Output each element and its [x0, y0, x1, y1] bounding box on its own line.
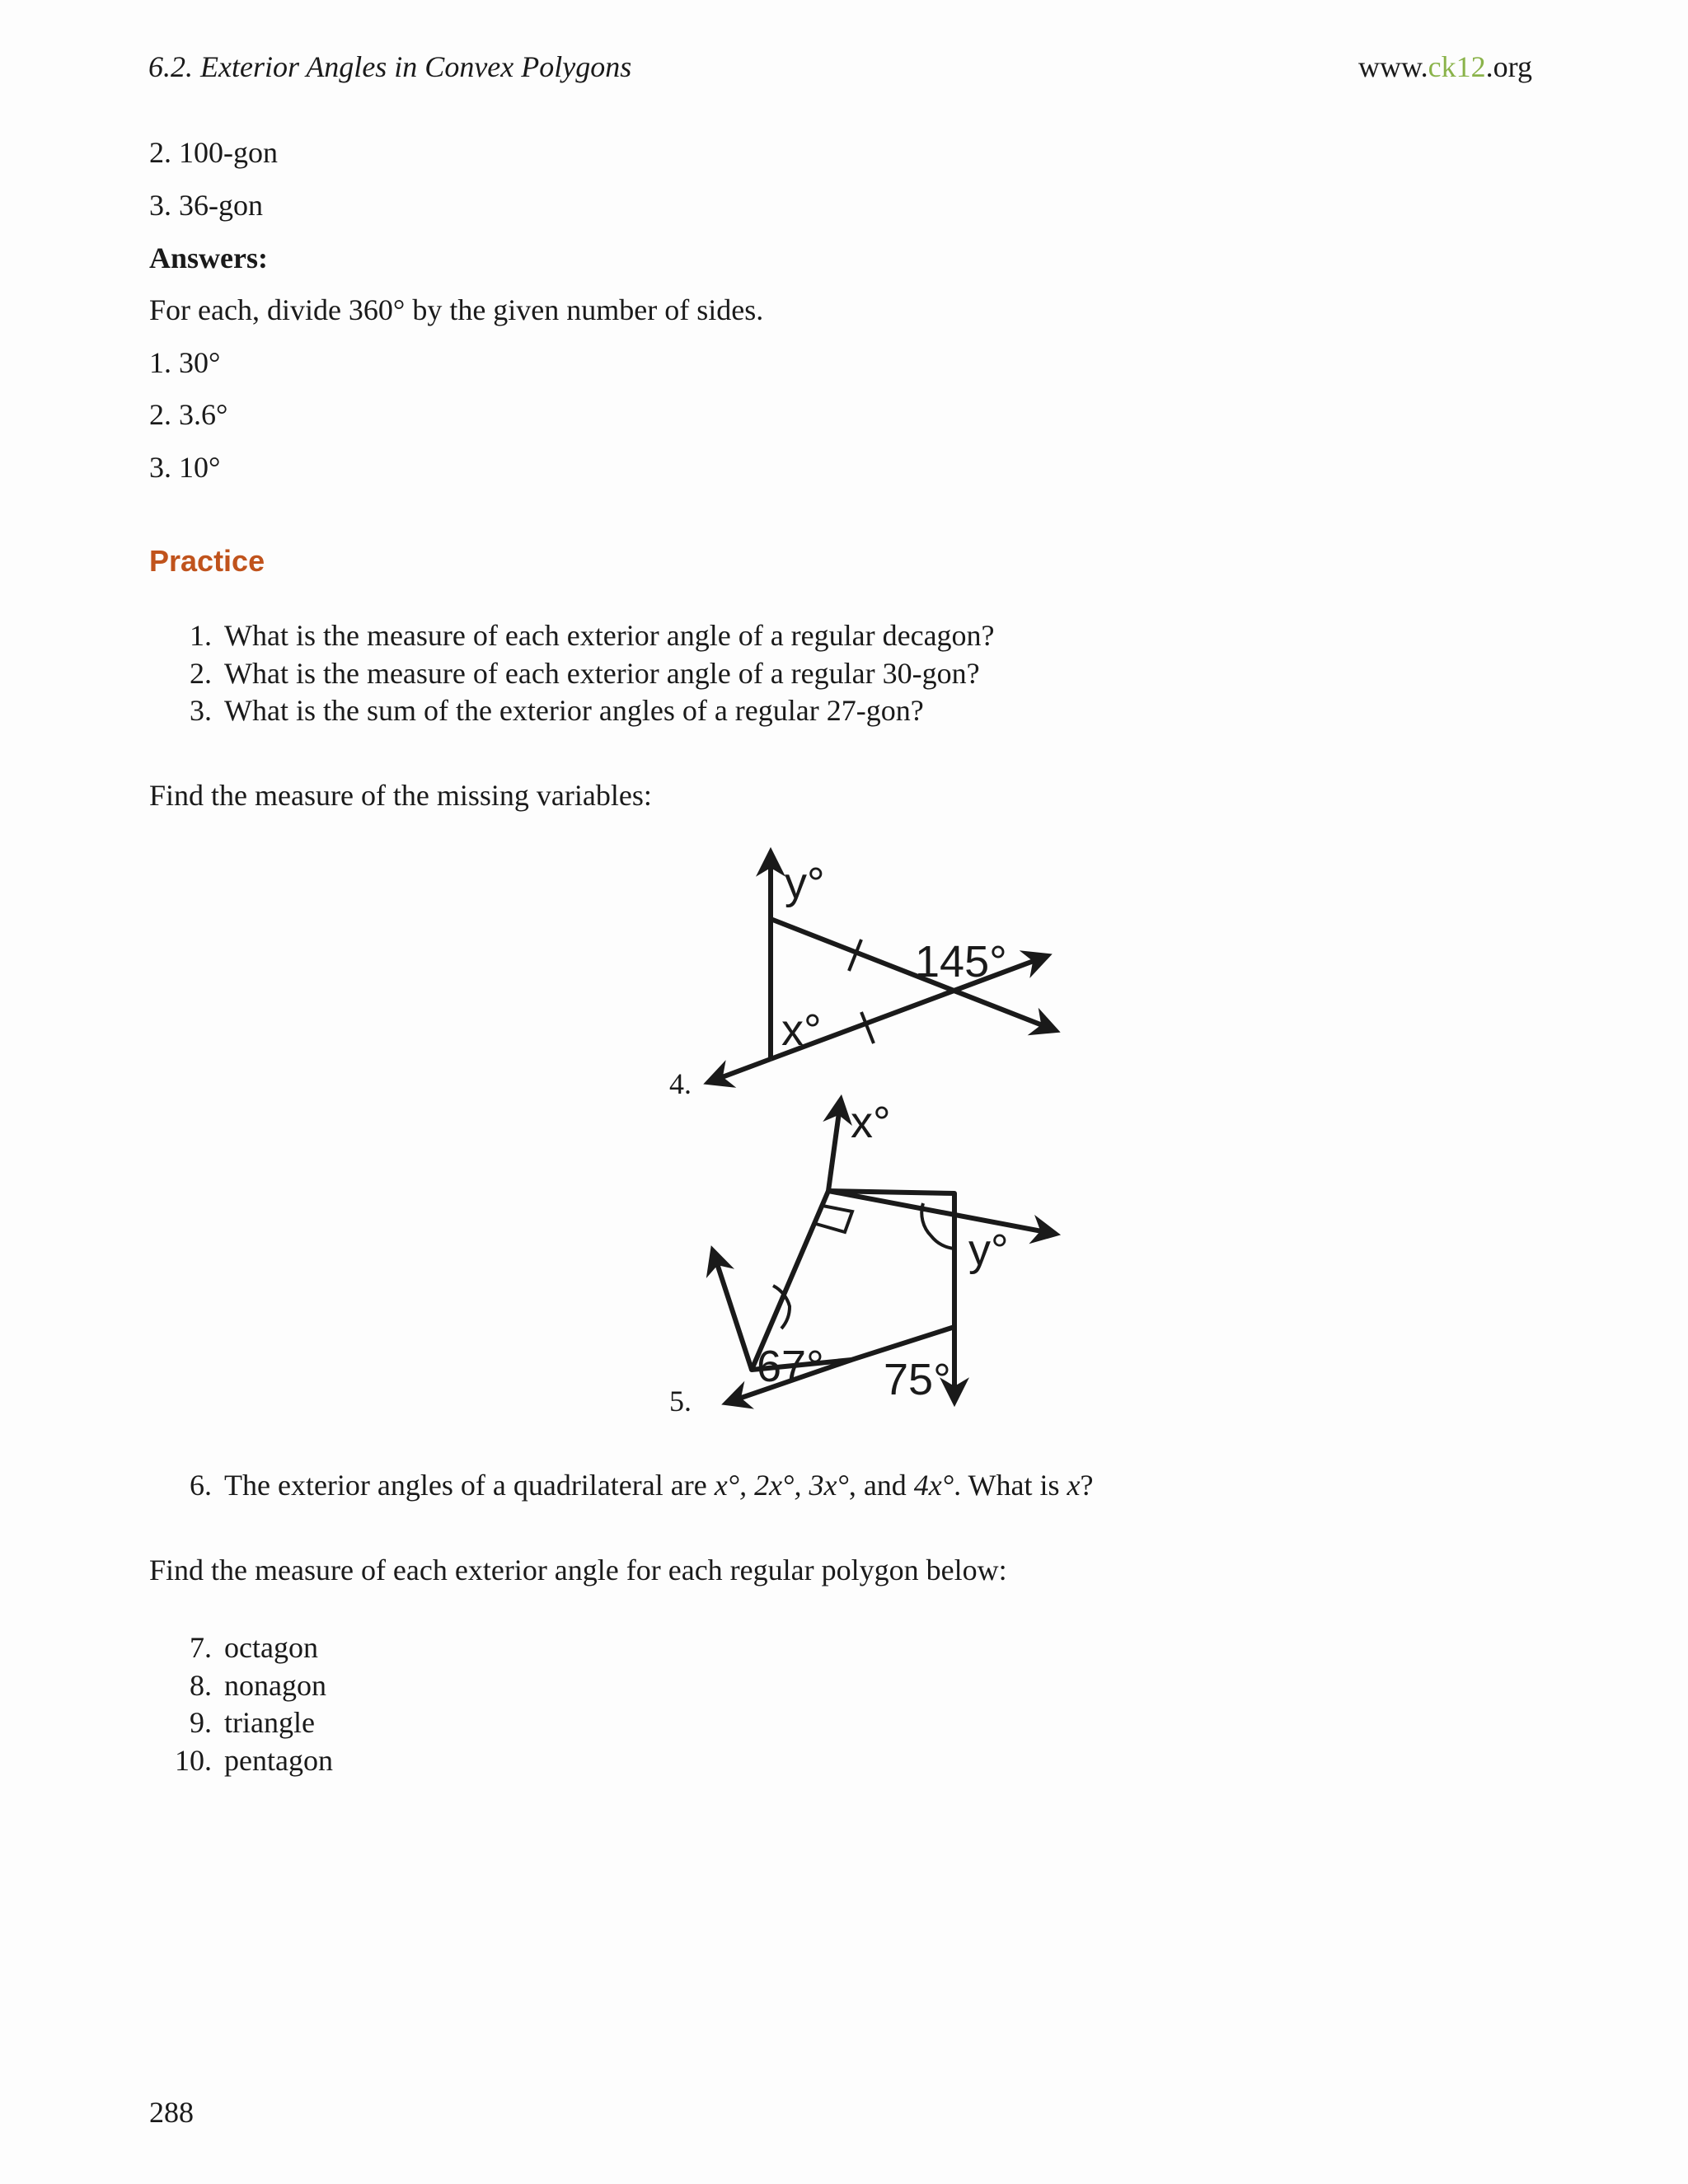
figure-5-ray-right: [828, 1191, 1055, 1234]
question-text: . What is: [954, 1469, 1067, 1502]
question-number: 9.: [190, 1706, 212, 1739]
practice-question-list-b: [175, 1629, 333, 1779]
intro-item-number: 2.: [149, 136, 171, 169]
question-math: x: [1067, 1469, 1081, 1502]
question-text: nonagon: [224, 1668, 326, 1702]
answer-number: 1.: [149, 346, 171, 379]
question-text: What is the sum of the exterior angles of a regular 27-gon?: [224, 694, 924, 727]
find-missing-instruction: Find the measure of the missing variables:: [149, 779, 652, 812]
figure-5-label-67: 67°: [757, 1342, 824, 1391]
answers-label: Answers:: [149, 241, 268, 274]
figure-4-number: 4.: [669, 1067, 692, 1100]
practice-question-list: [190, 617, 995, 730]
question-number: 6.: [190, 1469, 212, 1502]
answer-text: 30°: [179, 346, 221, 379]
practice-question: [190, 1704, 333, 1742]
intro-item-text: 36-gon: [179, 189, 263, 222]
answer-number: 2.: [149, 398, 171, 431]
figure-4-diagram: [692, 841, 1071, 1104]
figure-4-label-145: 145°: [915, 937, 1007, 987]
figure-5-label-x: x°: [851, 1098, 891, 1147]
question-math: 4x°: [913, 1469, 954, 1502]
url-brand: ck12: [1428, 50, 1486, 83]
question-number: 3.: [190, 694, 212, 727]
page-number: 288: [149, 2096, 194, 2129]
running-header-site-url[interactable]: [1358, 49, 1532, 84]
practice-heading: Practice: [149, 544, 265, 578]
figure-4-label-x: x°: [781, 1005, 822, 1055]
figure-5-ray-upper-left: [713, 1251, 752, 1370]
figure-5-diagram: [692, 1088, 1071, 1418]
practice-question: [190, 692, 995, 730]
question-text: triangle: [224, 1706, 315, 1739]
question-number: 2.: [190, 656, 212, 690]
answer-text: 3.6°: [179, 398, 228, 431]
figure-5-number: 5.: [669, 1385, 692, 1418]
find-each-instruction: Find the measure of each exterior angle for each regular polygon below:: [149, 1554, 1007, 1586]
answer-item-3: [149, 449, 220, 485]
figure-5-label-y: y°: [968, 1226, 1009, 1275]
figure-5-ray-top: [828, 1100, 841, 1191]
url-suffix: .org: [1485, 50, 1532, 83]
practice-question: [190, 1629, 333, 1667]
figure-4-tick-mark-bottom: [861, 1012, 874, 1043]
question-text: What is the measure of each exterior angle of a regular decagon?: [224, 619, 995, 652]
figure-4-ascending-line-extension: [709, 1059, 771, 1082]
url-prefix: www.: [1358, 50, 1428, 83]
question-text: , and: [848, 1469, 914, 1502]
question-math: x°, 2x°, 3x°: [714, 1469, 849, 1502]
question-number: 10.: [175, 1743, 212, 1777]
question-text: ?: [1080, 1469, 1094, 1502]
running-header-section-title: 6.2. Exterior Angles in Convex Polygons: [148, 50, 632, 83]
practice-question: [190, 655, 995, 693]
figure-4-label-y: y°: [785, 859, 825, 908]
question-number: 8.: [190, 1668, 212, 1702]
answer-text: 10°: [179, 451, 221, 484]
intro-item-number: 3.: [149, 189, 171, 222]
practice-question: [175, 1742, 333, 1780]
answer-item-1: [149, 344, 220, 381]
answer-number: 3.: [149, 451, 171, 484]
question-text: The exterior angles of a quadrilateral are: [224, 1469, 715, 1502]
practice-question: [190, 1667, 333, 1705]
figure-5-label-75: 75°: [884, 1355, 951, 1404]
intro-item-3: [149, 187, 263, 223]
answer-item-2: [149, 396, 227, 433]
practice-question-6-list: [190, 1467, 1094, 1505]
intro-item-text: 100-gon: [179, 136, 278, 169]
practice-question: [190, 1467, 1094, 1505]
question-number: 1.: [190, 619, 212, 652]
question-text: pentagon: [224, 1743, 333, 1777]
question-text: What is the measure of each exterior angle of a regular 30-gon?: [224, 656, 980, 690]
intro-item-2: [149, 134, 278, 171]
question-text: octagon: [224, 1631, 318, 1664]
practice-question: [190, 617, 995, 655]
question-number: 7.: [190, 1631, 212, 1664]
answers-instruction: For each, divide 360° by the given number of sides.: [149, 293, 764, 326]
